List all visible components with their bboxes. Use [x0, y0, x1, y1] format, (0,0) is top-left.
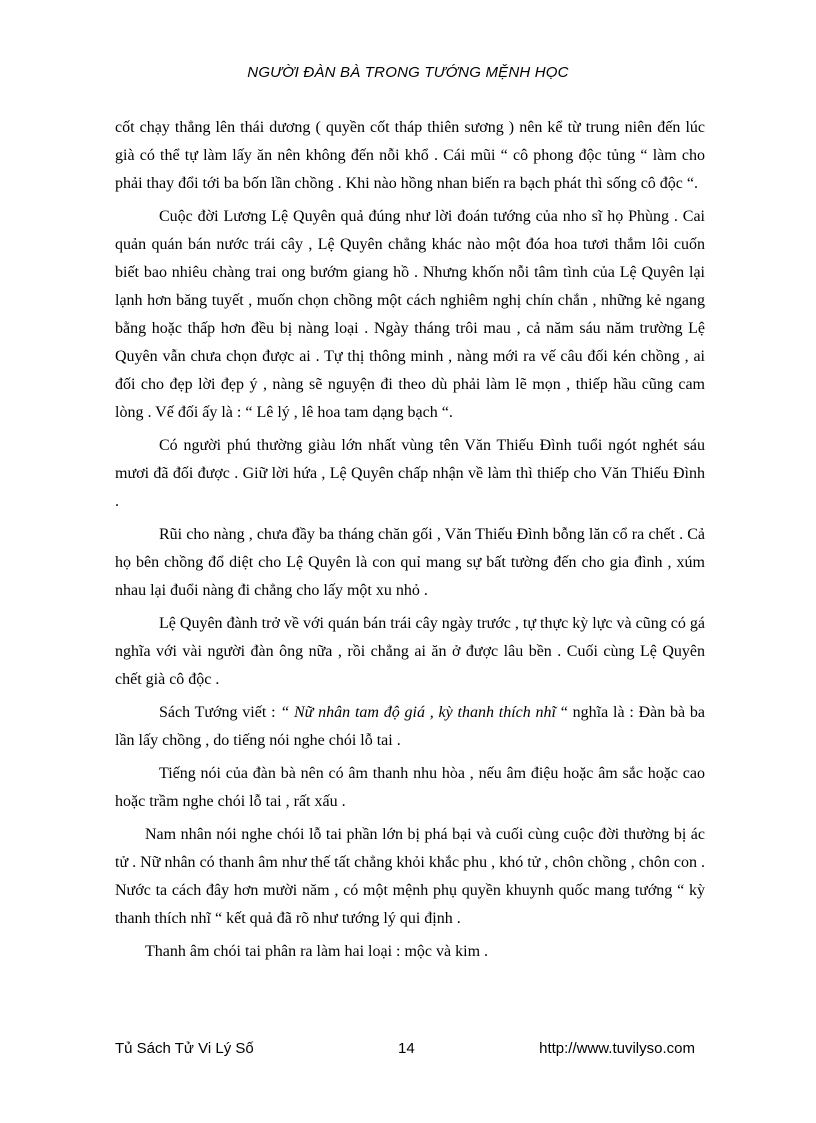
paragraph: Tiếng nói của đàn bà nên có âm thanh nhu hòa , nếu âm điệu hoặc âm sắc hoặc cao hoặc trầm nghe chói lỗ tai , rất xấu . [115, 765, 705, 810]
paragraph: cốt chạy thẳng lên thái dương ( quyền cốt tháp thiên sương ) nên kể từ trung niên đến lúc già có thể tự làm lấy ăn nên không đến nỗi khổ . Cái mũi “ cô phong độc tủng “ làm cho phải thay đổi tới ba bốn lần chồng . Khi nào hồng nhan biến ra bạch phát thì sống cô độc “. [115, 119, 705, 192]
footer-book-title: Tủ Sách Tử Vi Lý Số [115, 1040, 254, 1057]
paragraph: Rũi cho nàng , chưa đầy ba tháng chăn gối , Văn Thiếu Đình bỗng lăn cổ ra chết . Cả họ bên chồng đổ diệt cho Lệ Quyên là con quỉ mang sự bất tường đến cho gia đình , xúm nhau lại đuổi nàng đi chẳng cho lấy một xu nhỏ . [115, 526, 705, 599]
page-footer [115, 1040, 695, 1060]
paragraph: Cuộc đời Lương Lệ Quyên quả đúng như lời đoán tướng của nho sĩ họ Phùng . Cai quản quán bán nước trái cây , Lệ Quyên chẳng khác nào một đóa hoa tươi thắm lôi cuốn biết bao nhiêu chàng trai ong bướm giang hồ . Nhưng khốn nỗi tâm tình của Lệ Quyên lại lạnh hơn băng tuyết , muốn chọn chồng một cách nghiêm nghị chín chắn , những kẻ ngang bằng hoặc thấp hơn đều bị nàng loại . Ngày tháng trôi mau , cả năm sáu năm trường Lệ Quyên vẫn chưa chọn được ai . Tự thị thông minh , nàng mới ra vế câu đối kén chồng , ai đối cho đẹp lời đẹp ý , nàng sẽ nguyện đi theo dù phải làm lẽ mọn , thiếp hầu cũng cam lòng . Vế đối ấy là : “ Lê lý , lê hoa tam dạng bạch “. [115, 208, 705, 421]
paragraph: Nam nhân nói nghe chói lỗ tai phần lớn bị phá bại và cuối cùng cuộc đời thường bị ác tử . Nữ nhân có thanh âm như thế tất chẳng khỏi khắc phu , khó tử , chôn chồng , chôn con . Nước ta cách đây hơn mười năm , có một mệnh phụ quyền khuynh quốc mang tướng “ kỳ thanh thích nhĩ “ kết quả đã rõ như tướng lý qui định . [115, 826, 705, 927]
body-text [115, 114, 705, 971]
paragraph-quote [115, 699, 705, 755]
quote-italic-text: “ Nữ nhân tam độ giá , kỳ thanh thích nhĩ [280, 704, 561, 721]
paragraph: Có người phú thường giàu lớn nhất vùng tên Văn Thiếu Đình tuổi ngót nghét sáu mươi đã đối được . Giữ lời hứa , Lệ Quyên chấp nhận về làm thì thiếp cho Văn Thiếu Đình . [115, 437, 705, 510]
paragraph: Lệ Quyên đành trở về với quán bán trái cây ngày trước , tự thực kỳ lực và cũng có gá nghĩa với vài người đàn ông nữa , rồi chẳng ai ăn ở được lâu bền . Cuối cùng Lệ Quyên chết già cô độc . [115, 615, 705, 688]
footer-url-link[interactable]: http://www.tuvilyso.com [539, 1040, 695, 1057]
page-number: 14 [398, 1040, 415, 1057]
paragraph: Thanh âm chói tai phân ra làm hai loại : mộc và kim . [145, 943, 489, 960]
paragraph-text: “ nghĩa là : Đàn bà ba lần lấy chồng , do tiếng nói nghe chói lỗ tai . [115, 704, 706, 749]
page-header-title: NGƯỜI ĐÀN BÀ TRONG TƯỚNG MỆNH HỌC [247, 64, 569, 81]
paragraph-text: Sách Tướng viết : [159, 704, 281, 721]
